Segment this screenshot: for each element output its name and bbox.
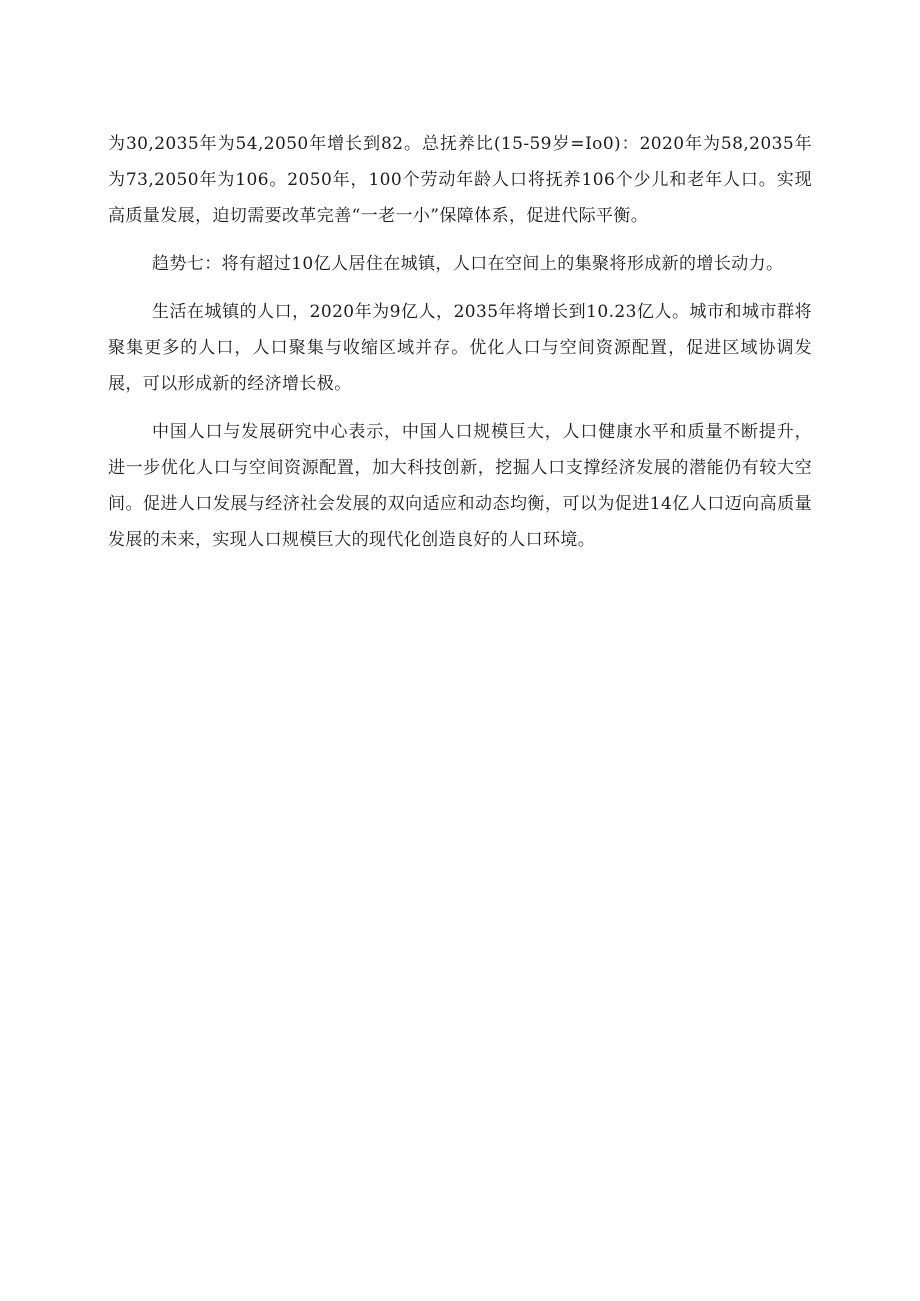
paragraph-urban-population: 生活在城镇的人口，2020年为9亿人，2035年将增长到10.23亿人。城市和城市群将聚集更多的人口，人口聚集与收缩区域并存。优化人口与空间资源配置，促进区域协调发展，可以形成新的经济增长极。: [108, 302, 812, 394]
document-body: [108, 126, 812, 570]
paragraph-trend-seven: 趋势七：将有超过10亿人居住在城镇，人口在空间上的集聚将形成新的增长动力。: [152, 254, 784, 274]
paragraph-dependency-ratio: 为30,2035年为54,2050年增长到82。总抚养比(15-59岁=Io0)：2020年为58,2035年为73,2050年为106。2050年，100个劳动年龄人口将抚养106个少儿和老年人口。实现高质量发展，迫切需要改革完善“一老一小”保障体系，促进代际平衡。: [108, 134, 812, 226]
paragraph-research-center: 中国人口与发展研究中心表示，中国人口规模巨大，人口健康水平和质量不断提升，进一步优化人口与空间资源配置，加大科技创新，挖掘人口支撑经济发展的潜能仍有较大空间。促进人口发展与经济社会发展的双向适应和动态均衡，可以为促进14亿人口迈向高质量发展的未来，实现人口规模巨大的现代化创造良好的人口环境。: [108, 422, 812, 550]
